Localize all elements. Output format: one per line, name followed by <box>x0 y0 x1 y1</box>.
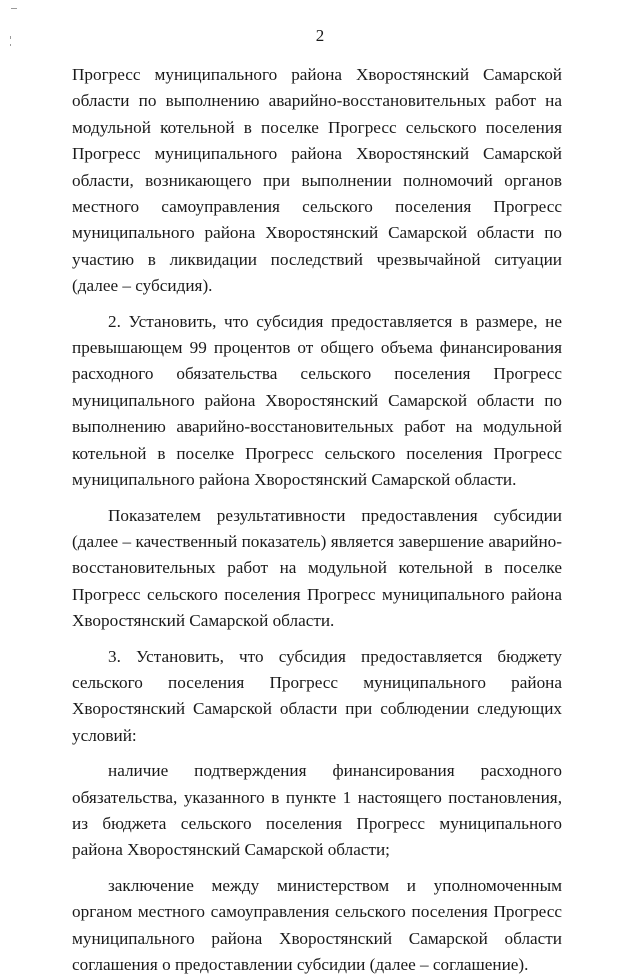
document-body <box>72 62 562 978</box>
paragraph-condition-financing: наличие подтверждения финансирования расходного обязательства, указанного в пункте 1 настоящего постановления, из бюджета сельского поселения Прогресс муниципального района Хворостянский Самарской области; <box>72 761 562 860</box>
scan-artifact <box>11 8 17 9</box>
paragraph-subsidy-continuation: Прогресс муниципального района Хворостянский Самарской области по выполнению аварийно-восстановительных работ на модульной котельной в поселке Прогресс сельского поселения Прогресс муниципального района Хворостянский Самарской области, возникающего при выполнении полномочий органов местного самоуправления сельского поселения Прогресс муниципального района Хворостянский Самарской области по участию в ликвидации последствий чрезвычайной ситуации (далее – субсидия). <box>72 65 562 296</box>
paragraph-item-3-conditions: 3. Установить, что субсидия предоставляется бюджету сельского поселения Прогресс муниципального района Хворостянский Самарской области при соблюдении следующих условий: <box>72 646 562 745</box>
paragraph-item-2-amount: 2. Установить, что субсидия предоставляется в размере, не превышающем 99 процентов от общего объема финансирования расходного обязательства сельского поселения Прогресс муниципального района Хворостянский Самарской области по выполнению аварийно-восстановительных работ на модульной котельной в поселке Прогресс сельского поселения Прогресс муниципального района Хворостянский Самарской области. <box>72 311 562 490</box>
paragraph-condition-agreement: заключение между министерством и уполномоченным органом местного самоуправления сельского поселения Прогресс муниципального района Хворостянский Самарской области соглашения о предоставлении субсидии (далее – соглашение). <box>72 875 562 974</box>
paragraph-performance-indicator: Показателем результативности предоставления субсидии (далее – качественный показатель) является завершение аварийно-восстановительных работ на модульной котельной в поселке Прогресс сельского поселения Прогресс муниципального района Хворостянский Самарской области. <box>72 505 562 631</box>
page-number: 2 <box>315 26 325 45</box>
